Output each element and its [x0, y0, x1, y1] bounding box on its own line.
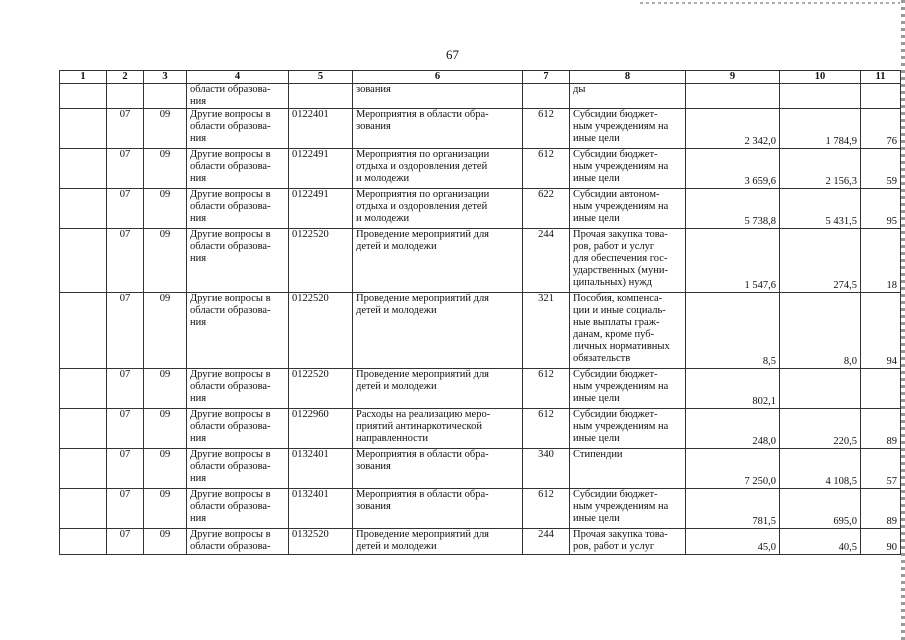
cell-target-name-line: Мероприятия в области обра- [356, 109, 489, 120]
cell-section-name-line: ния [190, 213, 207, 224]
cell-expense-name [570, 449, 686, 489]
col-header-1: 1 [60, 71, 107, 84]
table-row [60, 449, 901, 489]
cell-expense-name-line: иные цели [573, 213, 620, 224]
cell-planned: 1 547,6 [686, 229, 780, 293]
cell-section-name-line: Другие вопросы в [190, 409, 271, 420]
table-row [60, 369, 901, 409]
cell-section-name [187, 109, 289, 149]
cell-expense-name-line: ным учреждениям на [573, 201, 669, 212]
cell-col-1 [60, 449, 107, 489]
cell-section-name-line: Другие вопросы в [190, 449, 271, 460]
cell-section: 07 [107, 189, 144, 229]
cell-expense-name-line: ным учреждениям на [573, 421, 669, 432]
cell-section-name [187, 84, 289, 109]
cell-expense-name-line: ным учреждениям на [573, 381, 669, 392]
cell-percent: 59 [861, 149, 901, 189]
cell-expense-type: 244 [523, 529, 570, 555]
cell-expense-type: 612 [523, 409, 570, 449]
cell-section-name [187, 189, 289, 229]
cell-subsection: 09 [144, 149, 187, 189]
cell-expense-type: 622 [523, 189, 570, 229]
cell-expense-name-line: Субсидии бюджет- [573, 369, 658, 380]
cell-expense-name-line: Субсидии бюджет- [573, 109, 658, 120]
cell-target-code: 0132401 [289, 449, 353, 489]
cell-planned: 2 342,0 [686, 109, 780, 149]
cell-expense-name-line: Субсидии бюджет- [573, 489, 658, 500]
cell-section-name-line: ния [190, 393, 207, 404]
cell-target-name-line: Расходы на реализацию меро- [356, 409, 491, 420]
cell-expense-name-line: иные цели [573, 433, 620, 444]
cell-section-name-line: области образова- [190, 241, 271, 252]
cell-section-name-line: ния [190, 317, 207, 328]
cell-target-code: 0122520 [289, 369, 353, 409]
table-row [60, 189, 901, 229]
cell-target-name-line: Мероприятия в области обра- [356, 489, 489, 500]
cell-section-name-line: ния [190, 473, 207, 484]
cell-expense-name-line: Субсидии бюджет- [573, 149, 658, 160]
cell-col-1 [60, 293, 107, 369]
col-header-4: 4 [187, 71, 289, 84]
cell-section-name [187, 229, 289, 293]
cell-expense-type: 612 [523, 489, 570, 529]
cell-target-name-line: отдыха и оздоровления детей [356, 201, 488, 212]
cell-section-name-line: области образова- [190, 305, 271, 316]
cell-section-name-line: Другие вопросы в [190, 529, 271, 540]
scan-edge-top [640, 2, 900, 4]
cell-expense-name-line: личных нормативных [573, 341, 670, 352]
cell-section-name-line: Другие вопросы в [190, 189, 271, 200]
cell-section: 07 [107, 369, 144, 409]
cell-planned: 781,5 [686, 489, 780, 529]
cell-expense-name-line: ции и иные социаль- [573, 305, 666, 316]
cell-executed: 695,0 [780, 489, 861, 529]
cell-target-code: 0122960 [289, 409, 353, 449]
table-row [60, 529, 901, 555]
cell-section-name [187, 293, 289, 369]
cell-target-name [353, 189, 523, 229]
cell-section-name-line: области образова- [190, 84, 271, 95]
cell-section-name-line: ния [190, 253, 207, 264]
cell-executed [780, 369, 861, 409]
cell-section-name [187, 449, 289, 489]
cell-executed: 220,5 [780, 409, 861, 449]
cell-expense-type: 321 [523, 293, 570, 369]
cell-expense-name [570, 529, 686, 555]
cell-target-name-line: Мероприятия по организации [356, 189, 490, 200]
cell-target-name-line: зования [356, 461, 391, 472]
table-row [60, 109, 901, 149]
cell-target-name-line: Мероприятия в области обра- [356, 449, 489, 460]
cell-target-name [353, 84, 523, 109]
cell-expense-name [570, 369, 686, 409]
col-header-7: 7 [523, 71, 570, 84]
cell-expense-name-line: ров, работ и услуг [573, 241, 655, 252]
cell-target-name [353, 229, 523, 293]
cell-subsection: 09 [144, 189, 187, 229]
cell-expense-type [523, 84, 570, 109]
cell-expense-name-line: Субсидии автоном- [573, 189, 660, 200]
cell-target-name-line: зования [356, 501, 391, 512]
budget-table [59, 70, 901, 555]
table-row [60, 293, 901, 369]
cell-planned: 8,5 [686, 293, 780, 369]
table-body [60, 84, 901, 555]
cell-executed [780, 84, 861, 109]
cell-col-1 [60, 109, 107, 149]
cell-planned [686, 84, 780, 109]
cell-target-code: 0122491 [289, 189, 353, 229]
cell-percent: 57 [861, 449, 901, 489]
cell-target-name-line: и молодежи [356, 213, 410, 224]
cell-target-code [289, 84, 353, 109]
cell-target-name [353, 529, 523, 555]
cell-target-code: 0122520 [289, 229, 353, 293]
table-row [60, 229, 901, 293]
cell-expense-name-line: Пособия, компенса- [573, 293, 663, 304]
cell-percent: 89 [861, 409, 901, 449]
cell-section-name-line: области образова- [190, 501, 271, 512]
cell-expense-name-line: Субсидии бюджет- [573, 409, 658, 420]
table-row [60, 84, 901, 109]
cell-expense-name-line: ципальных) нужд [573, 277, 653, 288]
cell-expense-name-line: ным учреждениям на [573, 161, 669, 172]
cell-executed: 4 108,5 [780, 449, 861, 489]
cell-target-name [353, 293, 523, 369]
cell-target-name-line: и молодежи [356, 173, 410, 184]
cell-target-code: 0132401 [289, 489, 353, 529]
cell-expense-name-line: Прочая закупка това- [573, 229, 668, 240]
cell-section-name-line: Другие вопросы в [190, 489, 271, 500]
cell-target-name-line: отдыха и оздоровления детей [356, 161, 488, 172]
cell-target-name-line: детей и молодежи [356, 541, 437, 552]
cell-section-name-line: области образова- [190, 381, 271, 392]
cell-target-name-line: Проведение мероприятий для [356, 293, 490, 304]
cell-percent: 76 [861, 109, 901, 149]
page-number: 67 [446, 47, 459, 62]
cell-col-1 [60, 409, 107, 449]
cell-expense-type: 612 [523, 149, 570, 189]
cell-section-name-line: области образова- [190, 121, 271, 132]
col-header-2: 2 [107, 71, 144, 84]
cell-subsection: 09 [144, 449, 187, 489]
cell-section-name-line: Другие вопросы в [190, 293, 271, 304]
col-header-10: 10 [780, 71, 861, 84]
cell-target-code: 0122491 [289, 149, 353, 189]
cell-expense-name-line: ров, работ и услуг [573, 541, 655, 552]
cell-planned: 3 659,6 [686, 149, 780, 189]
cell-expense-name-line: данам, кроме пуб- [573, 329, 655, 340]
cell-expense-name-line: ные выплаты граж- [573, 317, 660, 328]
cell-executed: 1 784,9 [780, 109, 861, 149]
cell-executed: 274,5 [780, 229, 861, 293]
cell-section-name [187, 149, 289, 189]
cell-target-name-line: детей и молодежи [356, 241, 437, 252]
cell-planned: 7 250,0 [686, 449, 780, 489]
cell-target-name [353, 489, 523, 529]
cell-target-name-line: зования [356, 84, 391, 95]
cell-executed: 40,5 [780, 529, 861, 555]
cell-planned: 248,0 [686, 409, 780, 449]
cell-section-name-line: области образова- [190, 201, 271, 212]
cell-target-name-line: зования [356, 121, 391, 132]
cell-target-name [353, 149, 523, 189]
table-row [60, 409, 901, 449]
col-header-3: 3 [144, 71, 187, 84]
cell-section-name-line: Другие вопросы в [190, 369, 271, 380]
cell-planned: 5 738,8 [686, 189, 780, 229]
cell-percent: 95 [861, 189, 901, 229]
cell-section-name [187, 489, 289, 529]
cell-col-1 [60, 149, 107, 189]
cell-subsection: 09 [144, 109, 187, 149]
cell-section: 07 [107, 409, 144, 449]
cell-expense-name-line: Стипендии [573, 449, 623, 460]
cell-section-name-line: Другие вопросы в [190, 149, 271, 160]
cell-target-name [353, 449, 523, 489]
cell-executed: 5 431,5 [780, 189, 861, 229]
col-header-8: 8 [570, 71, 686, 84]
cell-expense-name [570, 229, 686, 293]
cell-section: 07 [107, 489, 144, 529]
cell-section [107, 84, 144, 109]
cell-subsection: 09 [144, 369, 187, 409]
cell-col-1 [60, 189, 107, 229]
cell-expense-name-line: ды [573, 84, 586, 95]
cell-planned: 45,0 [686, 529, 780, 555]
cell-section-name-line: области образова- [190, 541, 271, 552]
cell-expense-name [570, 149, 686, 189]
cell-col-1 [60, 529, 107, 555]
cell-expense-name-line: Прочая закупка това- [573, 529, 668, 540]
cell-section: 07 [107, 109, 144, 149]
cell-subsection: 09 [144, 529, 187, 555]
cell-target-name [353, 409, 523, 449]
cell-section-name-line: Другие вопросы в [190, 229, 271, 240]
cell-expense-name-line: ным учреждениям на [573, 501, 669, 512]
cell-expense-type: 612 [523, 109, 570, 149]
cell-percent [861, 369, 901, 409]
cell-executed: 8,0 [780, 293, 861, 369]
cell-section-name-line: ния [190, 133, 207, 144]
cell-percent: 94 [861, 293, 901, 369]
col-header-11: 11 [861, 71, 901, 84]
cell-target-name-line: направленности [356, 433, 429, 444]
cell-target-name [353, 109, 523, 149]
cell-expense-name-line: ным учреждениям на [573, 121, 669, 132]
cell-percent: 89 [861, 489, 901, 529]
cell-section: 07 [107, 229, 144, 293]
cell-target-name-line: Проведение мероприятий для [356, 229, 490, 240]
cell-expense-name-line: обязательств [573, 353, 631, 364]
cell-col-1 [60, 489, 107, 529]
cell-planned: 802,1 [686, 369, 780, 409]
cell-expense-name-line: иные цели [573, 393, 620, 404]
cell-target-code: 0122401 [289, 109, 353, 149]
cell-target-name-line: детей и молодежи [356, 305, 437, 316]
cell-col-1 [60, 84, 107, 109]
cell-subsection: 09 [144, 409, 187, 449]
cell-section-name-line: ния [190, 96, 207, 107]
cell-expense-name-line: иные цели [573, 513, 620, 524]
cell-target-name-line: Проведение мероприятий для [356, 529, 490, 540]
cell-section-name [187, 529, 289, 555]
cell-subsection: 09 [144, 229, 187, 293]
cell-target-name-line: детей и молодежи [356, 381, 437, 392]
cell-subsection [144, 84, 187, 109]
cell-target-code: 0132520 [289, 529, 353, 555]
cell-section-name-line: ния [190, 513, 207, 524]
cell-expense-name-line: иные цели [573, 173, 620, 184]
cell-section-name-line: Другие вопросы в [190, 109, 271, 120]
cell-expense-type: 340 [523, 449, 570, 489]
cell-target-name-line: Проведение мероприятий для [356, 369, 490, 380]
cell-section-name-line: ния [190, 433, 207, 444]
cell-expense-name-line: для обеспечения гос- [573, 253, 668, 264]
cell-section-name-line: области образова- [190, 461, 271, 472]
cell-section-name [187, 369, 289, 409]
cell-section-name-line: ния [190, 173, 207, 184]
cell-target-name-line: Мероприятия по организации [356, 149, 490, 160]
col-header-6: 6 [353, 71, 523, 84]
col-header-9: 9 [686, 71, 780, 84]
cell-section: 07 [107, 149, 144, 189]
cell-target-code: 0122520 [289, 293, 353, 369]
cell-section: 07 [107, 449, 144, 489]
cell-expense-name [570, 409, 686, 449]
cell-expense-name [570, 189, 686, 229]
cell-section: 07 [107, 293, 144, 369]
col-header-5: 5 [289, 71, 353, 84]
cell-expense-name [570, 84, 686, 109]
cell-expense-type: 244 [523, 229, 570, 293]
cell-section-name-line: области образова- [190, 421, 271, 432]
cell-section: 07 [107, 529, 144, 555]
cell-target-name [353, 369, 523, 409]
cell-subsection: 09 [144, 293, 187, 369]
cell-expense-name-line: ударственных (муни- [573, 265, 668, 276]
cell-section-name [187, 409, 289, 449]
cell-expense-type: 612 [523, 369, 570, 409]
cell-col-1 [60, 229, 107, 293]
cell-col-1 [60, 369, 107, 409]
table-row [60, 489, 901, 529]
table-row [60, 149, 901, 189]
cell-percent: 90 [861, 529, 901, 555]
cell-percent: 18 [861, 229, 901, 293]
cell-executed: 2 156,3 [780, 149, 861, 189]
cell-target-name-line: приятий антинаркотической [356, 421, 482, 432]
header-row [60, 71, 901, 84]
cell-expense-name [570, 489, 686, 529]
cell-percent [861, 84, 901, 109]
cell-section-name-line: области образова- [190, 161, 271, 172]
scan-edge-right [901, 0, 905, 640]
cell-expense-name [570, 109, 686, 149]
cell-expense-name-line: иные цели [573, 133, 620, 144]
cell-subsection: 09 [144, 489, 187, 529]
cell-expense-name [570, 293, 686, 369]
